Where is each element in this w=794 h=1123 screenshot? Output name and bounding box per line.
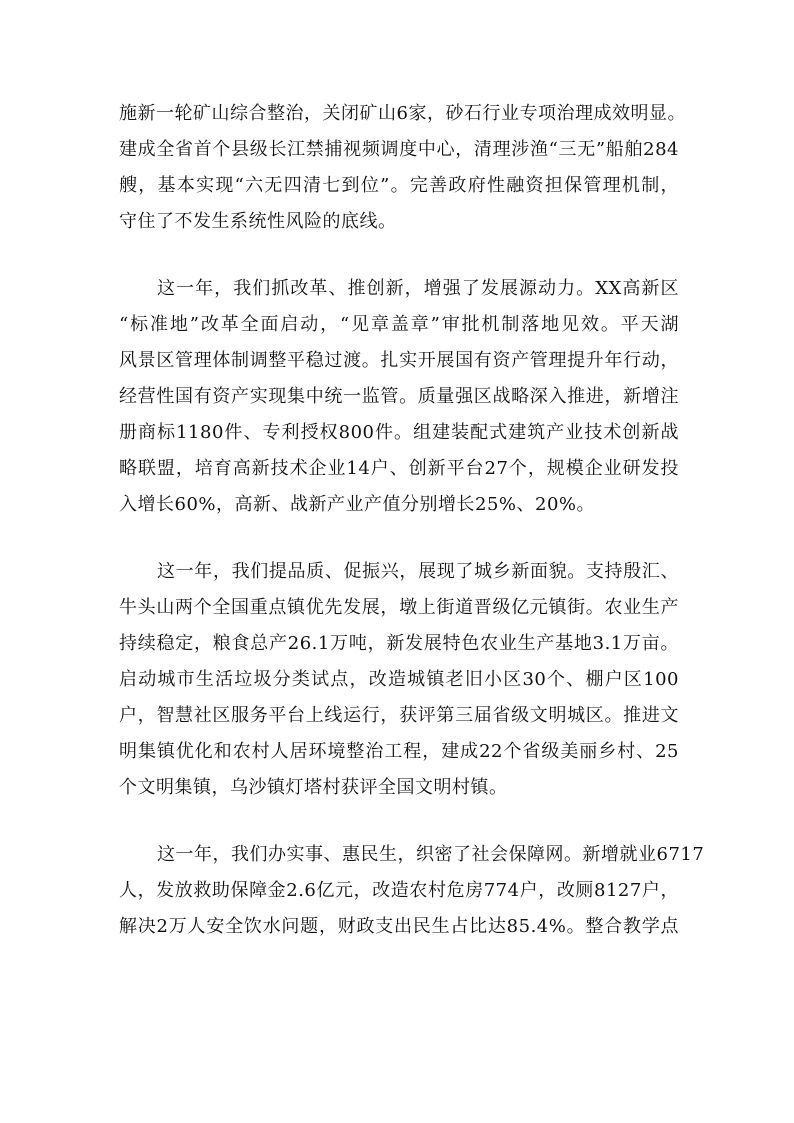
text-line: 经营性国有资产实现集中统一监管。质量强区战略深入推进，新增注 <box>119 386 679 407</box>
document-page <box>119 96 705 945</box>
paragraph-gap <box>119 240 679 271</box>
text-line: 解决2万人安全饮水问题，财政支出民生占比达85.4%。整合教学点 <box>119 916 679 937</box>
text-line: 这一年，我们提品质、促振兴，展现了城乡新面貌。支持殷汇、 <box>157 561 679 582</box>
text-line: 入增长60%，高新、战新产业产值分别增长25%、20%。 <box>119 494 596 515</box>
paragraph-1 <box>119 96 686 240</box>
text-line: 个文明集镇，乌沙镇灯塔村获评全国文明村镇。 <box>119 777 508 798</box>
text-line: 施新一轮矿山综合整治，关闭矿山6家，砂石行业专项治理成效明显。 <box>119 103 686 124</box>
text-line: “标准地”改革全面启动，“见章盖章”审批机制落地见效。平天湖 <box>119 314 679 335</box>
text-line: 牛头山两个全国重点镇优先发展，墩上街道晋级亿元镇街。农业生产 <box>119 597 679 618</box>
text-line: 风景区管理体制调整平稳过渡。扎实开展国有资产管理提升年行动， <box>119 350 679 371</box>
text-line: 艘，基本实现“六无四清七到位”。完善政府性融资担保管理机制， <box>119 175 679 196</box>
text-line: 这一年，我们抓改革、推创新，增强了发展源动力。XX高新区 <box>157 278 679 299</box>
text-line: 户，智慧社区服务平台上线运行，获评第三届省级文明城区。推进文 <box>119 705 679 726</box>
paragraph-gap <box>119 523 679 554</box>
paragraph-3 <box>119 554 679 806</box>
text-line: 明集镇优化和农村人居环境整治工程，建成22个省级美丽乡村、25 <box>119 741 679 762</box>
text-line: 册商标1180件、专利授权800件。组建装配式建筑产业技术创新战 <box>119 422 679 443</box>
text-line: 启动城市生活垃圾分类试点，改造城镇老旧小区30个、棚户区100 <box>119 669 679 690</box>
text-line: 这一年，我们办实事、惠民生，织密了社会保障网。新增就业6717 <box>157 844 705 865</box>
paragraph-4 <box>119 837 705 945</box>
text-line: 守住了不发生系统性风险的底线。 <box>119 211 397 232</box>
paragraph-2 <box>119 271 679 523</box>
text-line: 人，发放救助保障金2.6亿元，改造农村危房774户，改厕8127户， <box>119 880 679 901</box>
text-line: 建成全省首个县级长江禁捕视频调度中心，清理涉渔“三无”船舶284 <box>119 139 679 160</box>
text-line: 持续稳定，粮食总产26.1万吨，新发展特色农业生产基地3.1万亩。 <box>119 633 679 654</box>
paragraph-gap <box>119 806 679 837</box>
text-line: 略联盟，培育高新技术企业14户、创新平台27个，规模企业研发投 <box>119 458 679 479</box>
